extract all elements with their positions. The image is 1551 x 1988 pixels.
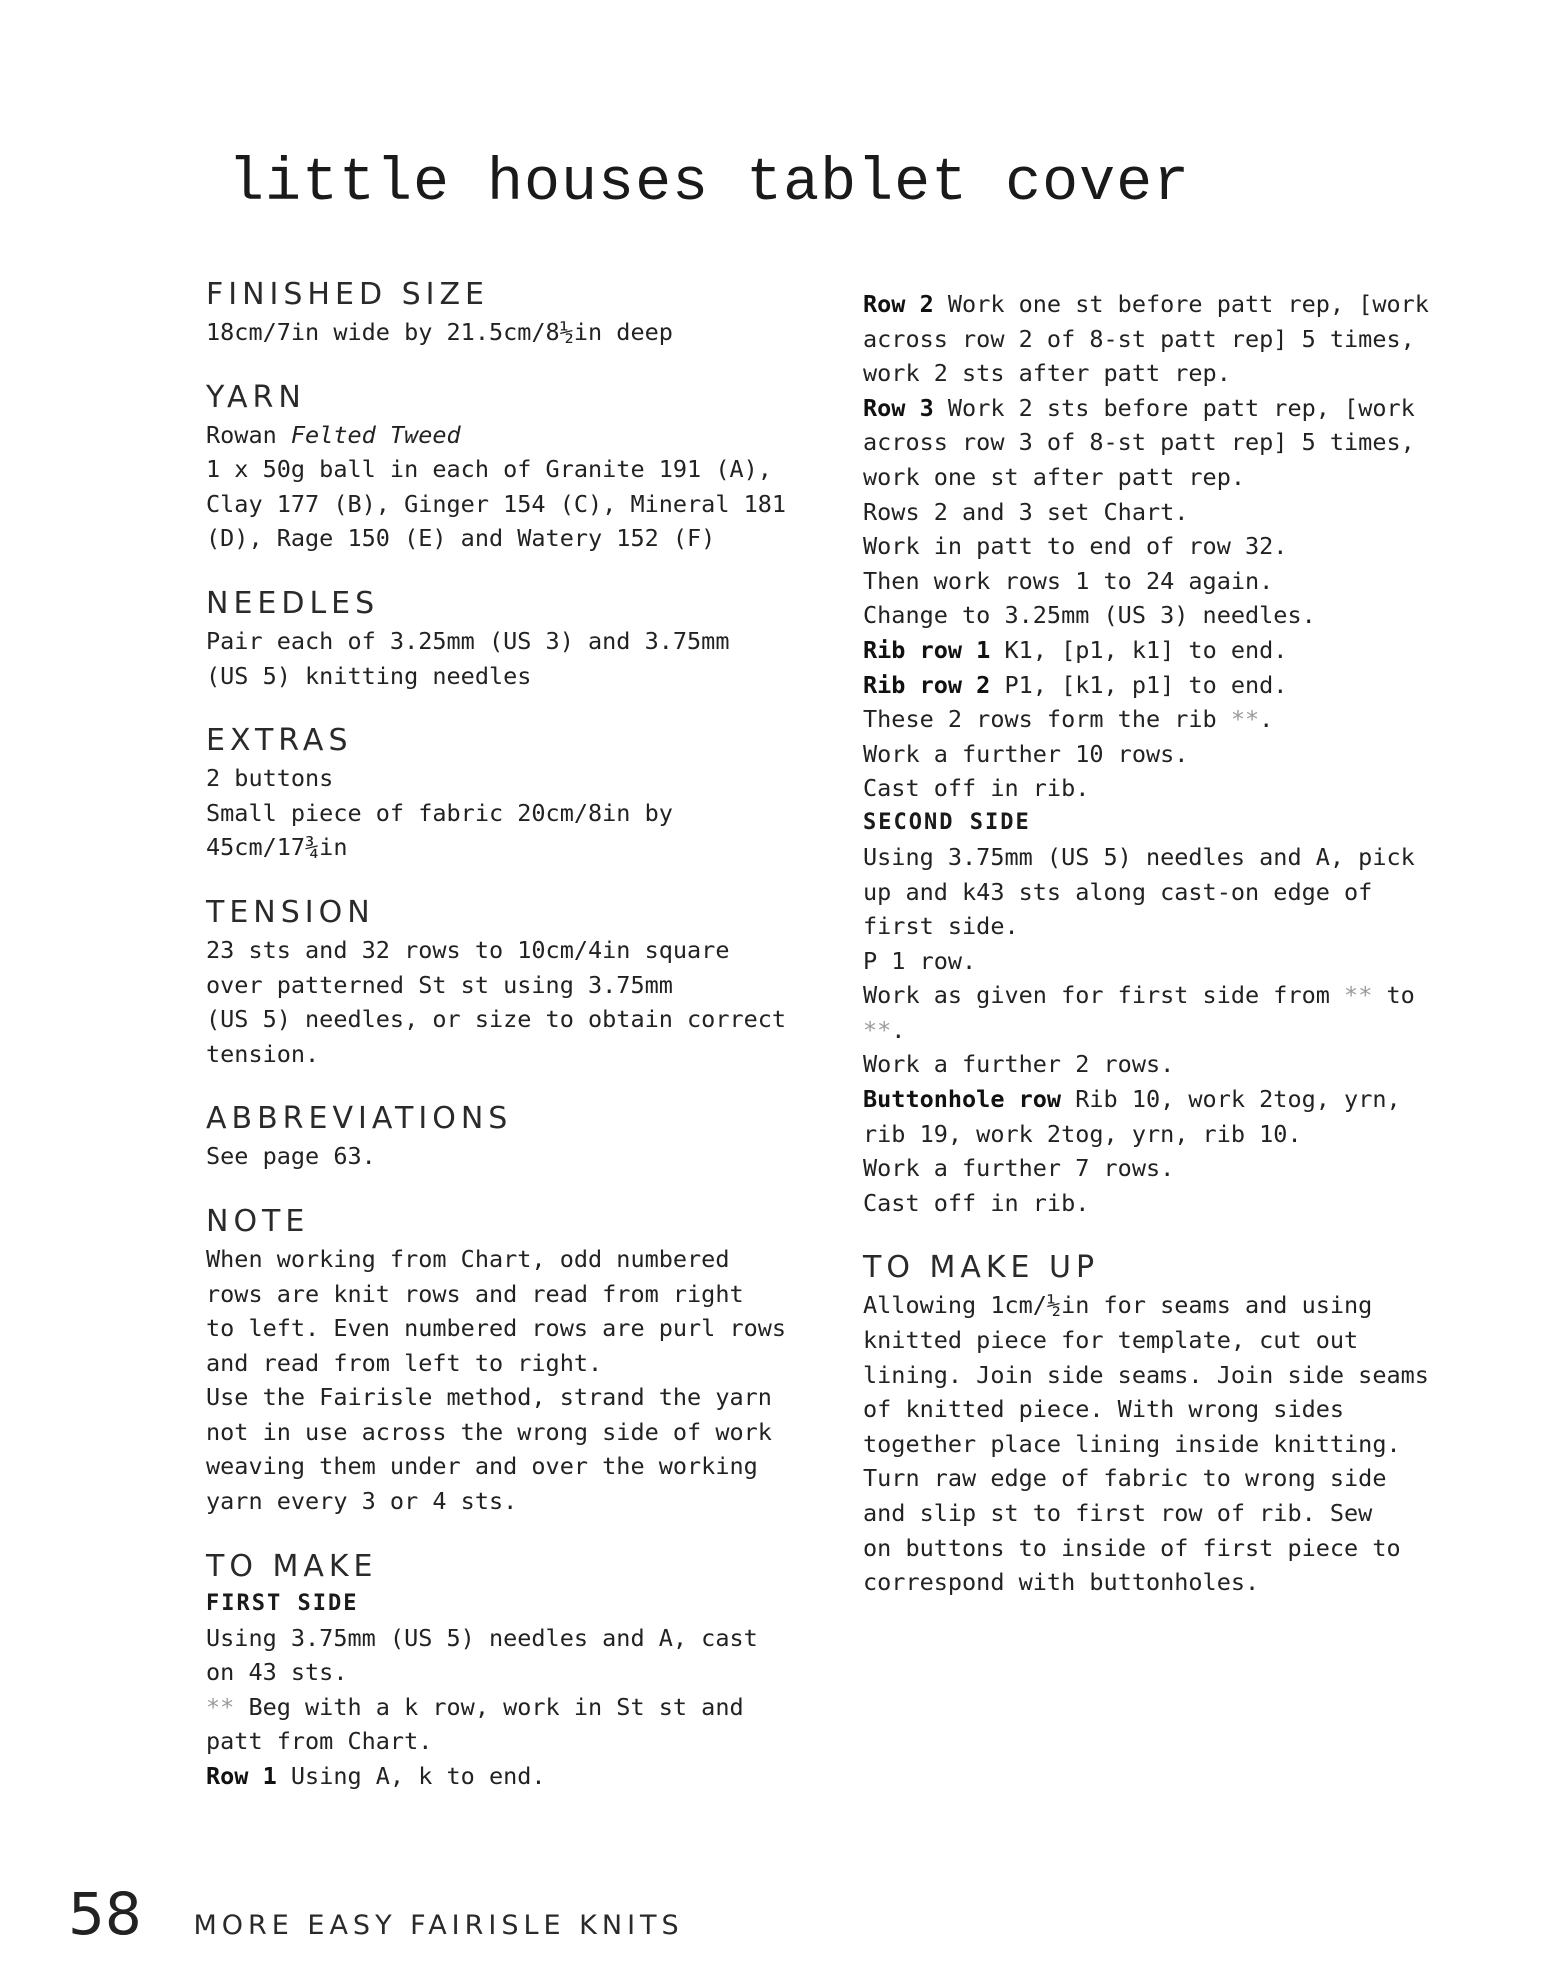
note-line: and read from left to right.	[206, 1348, 603, 1377]
to-make-line: Using 3.75mm (US 5) needles and A, cast	[206, 1623, 758, 1652]
instruction-line: Work in patt to end of row 32.	[863, 532, 1288, 561]
buttonhole-row-text: Rib 10, work 2tog, yrn,	[1061, 1085, 1401, 1114]
row-3-line	[863, 391, 1463, 426]
instruction-line: Cast off in rib.	[863, 774, 1090, 803]
to-make-heading: TO MAKE	[206, 1548, 378, 1584]
to-make-up-line: correspond with buttonholes.	[863, 1568, 1260, 1597]
to-make-up-line: of knitted piece. With wrong sides	[863, 1395, 1345, 1424]
to-make-up-line: lining. Join side seams. Join side seams	[863, 1360, 1429, 1389]
rib-row-2-label: Rib row 2	[863, 670, 991, 699]
rib-row-2-line	[863, 668, 1463, 703]
abbreviations-text: See page 63.	[206, 1142, 376, 1171]
to-make-up-line: knitted piece for template, cut out	[863, 1326, 1359, 1355]
page-footer	[68, 1880, 684, 1950]
work-as-line-2	[863, 1013, 1463, 1048]
to-make-up-section	[863, 1248, 1463, 1599]
yarn-section	[206, 378, 826, 556]
row-3-line: across row 3 of 8-st patt rep] 5 times,	[863, 428, 1415, 457]
tension-heading: TENSION	[206, 894, 375, 930]
needles-section	[206, 584, 826, 693]
work-as-end: .	[891, 1015, 906, 1044]
abbreviations-heading: ABBREVIATIONS	[206, 1101, 513, 1137]
note-line: yarn every 3 or 4 sts.	[206, 1487, 518, 1516]
note-heading: NOTE	[206, 1203, 310, 1239]
first-side-subheading: FIRST SIDE	[206, 1590, 359, 1616]
second-side-line: Using 3.75mm (US 5) needles and A, pick	[863, 842, 1415, 871]
yarn-line: Clay 177 (B), Ginger 154 (C), Mineral 181	[206, 489, 787, 518]
to-make-up-line: Turn raw edge of fabric to wrong side	[863, 1464, 1387, 1493]
star-line-text: Beg with a k row, work in St st and	[234, 1692, 744, 1721]
row-3-line: work one st after patt rep.	[863, 462, 1246, 491]
rib-row-1-text: K1, [p1, k1] to end.	[990, 635, 1288, 664]
work-as-to: to	[1372, 981, 1415, 1010]
needles-line: Pair each of 3.25mm (US 3) and 3.75mm	[206, 626, 730, 655]
finished-size-heading: FINISHED SIZE	[206, 277, 489, 312]
needles-heading: NEEDLES	[206, 585, 380, 621]
extras-heading: EXTRAS	[206, 723, 353, 759]
to-make-up-line: and slip st to first row of rib. Sew	[863, 1499, 1373, 1527]
row-1-text: Using A, k to end.	[276, 1762, 546, 1791]
second-side-line: up and k43 sts along cast-on edge of	[863, 877, 1373, 906]
instruction-line: Work a further 7 rows.	[863, 1154, 1175, 1183]
finished-size-section	[206, 275, 826, 350]
to-make-up-line: Allowing 1cm/½in for seams and using	[863, 1291, 1373, 1320]
tension-line: (US 5) needles, or size to obtain correct	[206, 1005, 787, 1034]
extras-line: Small piece of fabric 20cm/8in by	[206, 798, 673, 827]
row-2-line	[863, 287, 1463, 322]
instruction-line: Cast off in rib.	[863, 1188, 1090, 1217]
star-marker: **	[863, 1015, 892, 1044]
left-column	[206, 275, 826, 1822]
note-line: rows are knit rows and read from right	[206, 1279, 744, 1308]
yarn-brand-line	[206, 418, 826, 453]
note-line: not in use across the wrong side of work	[206, 1417, 772, 1446]
note-line: to left. Even numbered rows are purl rows	[206, 1314, 787, 1343]
abbreviations-section	[206, 1099, 826, 1174]
to-make-up-line: together place lining inside knitting.	[863, 1429, 1401, 1458]
rib-form-end: .	[1259, 705, 1274, 734]
tension-line: 23 sts and 32 rows to 10cm/4in square	[206, 935, 730, 964]
row-2-line: work 2 sts after patt rep.	[863, 359, 1231, 388]
note-line: When working from Chart, odd numbered	[206, 1244, 730, 1273]
second-side-subheading: SECOND SIDE	[863, 809, 1031, 835]
yarn-line: (D), Rage 150 (E) and Watery 152 (F)	[206, 524, 716, 553]
extras-section	[206, 721, 826, 865]
extras-line: 2 buttons	[206, 764, 334, 793]
second-side-line: P 1 row.	[863, 946, 977, 975]
buttonhole-row-label: Buttonhole row	[863, 1085, 1062, 1114]
row-1-label: Row 1	[206, 1762, 277, 1791]
row-2-text: Work one st before patt rep, [work	[933, 290, 1429, 318]
rib-row-1-line	[863, 633, 1463, 668]
instruction-line: Change to 3.25mm (US 3) needles.	[863, 601, 1316, 630]
rib-form-text: These 2 rows form the rib	[863, 705, 1231, 734]
extras-line: 45cm/17¾in	[206, 833, 348, 862]
instruction-line: Work a further 10 rows.	[863, 739, 1189, 768]
rib-form-line	[863, 702, 1463, 737]
to-make-section	[206, 1547, 826, 1794]
tension-section	[206, 893, 826, 1071]
row-2-line: across row 2 of 8-st patt rep] 5 times,	[863, 324, 1415, 353]
row-3-label: Row 3	[863, 393, 934, 422]
right-column	[863, 287, 1463, 1628]
yarn-product: Felted Tweed	[290, 420, 461, 449]
yarn-line: 1 x 50g ball in each of Granite 191 (A),	[206, 455, 772, 484]
row-2-label: Row 2	[863, 290, 934, 318]
instruction-line: Then work rows 1 to 24 again.	[863, 566, 1274, 595]
buttonhole-row-line: rib 19, work 2tog, yrn, rib 10.	[863, 1119, 1302, 1148]
work-as-line	[863, 978, 1463, 1013]
page-title: little houses tablet cover	[228, 150, 1191, 218]
note-line: weaving them under and over the working	[206, 1452, 758, 1481]
spacer	[863, 1220, 1463, 1248]
to-make-star-line	[206, 1690, 826, 1725]
buttonhole-row-line	[863, 1082, 1463, 1117]
row-1-line	[206, 1759, 826, 1794]
instruction-line: Rows 2 and 3 set Chart.	[863, 497, 1189, 526]
work-as-text: Work as given for first side from	[863, 981, 1345, 1010]
needles-line: (US 5) knitting needles	[206, 661, 532, 690]
to-make-line: patt from Chart.	[206, 1727, 433, 1756]
star-marker: **	[1230, 705, 1260, 734]
note-line: Use the Fairisle method, strand the yarn	[206, 1383, 772, 1412]
row-3-text: Work 2 sts before patt rep, [work	[933, 393, 1415, 422]
to-make-up-line: on buttons to inside of first piece to	[863, 1533, 1401, 1562]
rib-row-2-text: P1, [k1, p1] to end.	[990, 670, 1288, 699]
rib-row-1-label: Rib row 1	[863, 635, 991, 664]
tension-line: tension.	[206, 1039, 320, 1068]
finished-size-text: 18cm/7in wide by 21.5cm/8½in deep	[206, 318, 673, 346]
book-title: MORE EASY FAIRISLE KNITS	[193, 1910, 684, 1941]
note-section	[206, 1202, 826, 1519]
instruction-line: Work a further 2 rows.	[863, 1050, 1175, 1079]
star-marker: **	[1344, 981, 1373, 1010]
star-marker: **	[206, 1692, 235, 1721]
tension-line: over patterned St st using 3.75mm	[206, 970, 673, 999]
page-number: 58	[68, 1880, 142, 1948]
yarn-brand: Rowan	[206, 420, 277, 449]
second-side-line: first side.	[863, 912, 1019, 941]
yarn-heading: YARN	[206, 379, 306, 415]
to-make-line: on 43 sts.	[206, 1658, 348, 1687]
to-make-up-heading: TO MAKE UP	[863, 1250, 1100, 1286]
